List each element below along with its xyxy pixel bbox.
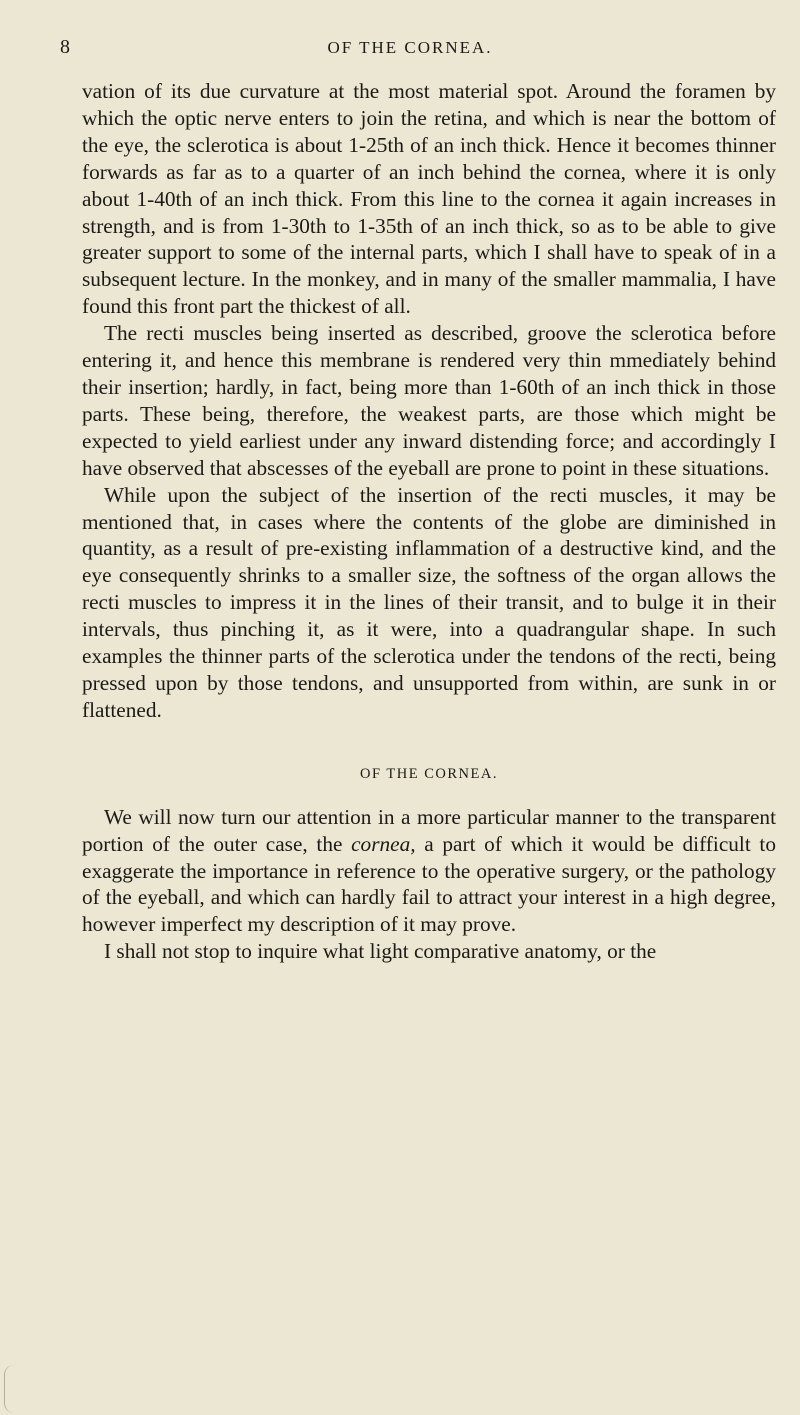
page-edge-mark — [4, 1365, 15, 1413]
body-text — [82, 78, 776, 965]
paragraph-cornea-intro-text-1: We will now turn our attention in a more particular manner to the transparent portion of the outer case, the — [82, 804, 776, 856]
paragraph-cornea-intro — [82, 804, 776, 939]
paragraph-cornea-intro-text-2: a part of which it would be difficult to exaggerate the importance in reference to the operative surgery, or the pathology of the eyeball, and which can hardly fail to attract your interest in a high degree, however imperfect my description of it may prove. — [82, 831, 776, 937]
page-number: 8 — [60, 36, 70, 58]
paragraph-recti-muscles: The recti muscles being inserted as described, groove the sclerotica before entering it, and hence this membrane is rendered very thin mmediately behind their insertion; hardly, in fact, being more than 1-60th of an inch thick in those parts. These being, therefore, the weakest parts, are those which might be expected to yield earliest under any inward distending force; and accordingly I have observed that abscesses of the eyeball are prone to point in these situations. — [82, 321, 776, 480]
paragraph-insertion: While upon the subject of the insertion of the recti muscles, it may be mentioned that, in cases where the contents of the globe are diminished in quantity, as a result of pre-existing inflammation of a destructive kind, and the eye consequently shrinks to a smaller size, the softness of the organ allows the recti muscles to impress it in the lines of their transit, and to bulge it in their intervals, thus pinching it, as it were, into a quadrangular shape. In such examples the thinner parts of the sclerotica under the tendons of the recti, being pressed upon by those tendons, and unsupported from within, are sunk in or flattened. — [82, 482, 776, 722]
cornea-italic-term: cornea, — [351, 831, 416, 856]
running-head: OF THE CORNEA. — [327, 38, 493, 57]
paragraph-comparative-anatomy: I shall not stop to inquire what light comparative anatomy, or the — [104, 939, 657, 964]
paragraph-continuation: vation of its due curvature at the most material spot. Around the foramen by which the optic nerve enters to join the retina, and which is near the bottom of the eye, the sclerotica is about 1-25th of an inch thick. Hence it becomes thinner forwards as far as to a quarter of an inch behind the cornea, where it is only about 1-40th of an inch thick. From this line to the cornea it again increases in strength, and is from 1-30th to 1-35th of an inch thick, so as to be able to give greater support to some of the internal parts, which I shall have to speak of in a subsequent lecture. In the monkey, and in many of the smaller mammalia, I have found this front part the thickest of all. — [82, 79, 776, 319]
section-heading: OF THE CORNEA. — [360, 765, 498, 782]
page-header — [60, 36, 760, 60]
